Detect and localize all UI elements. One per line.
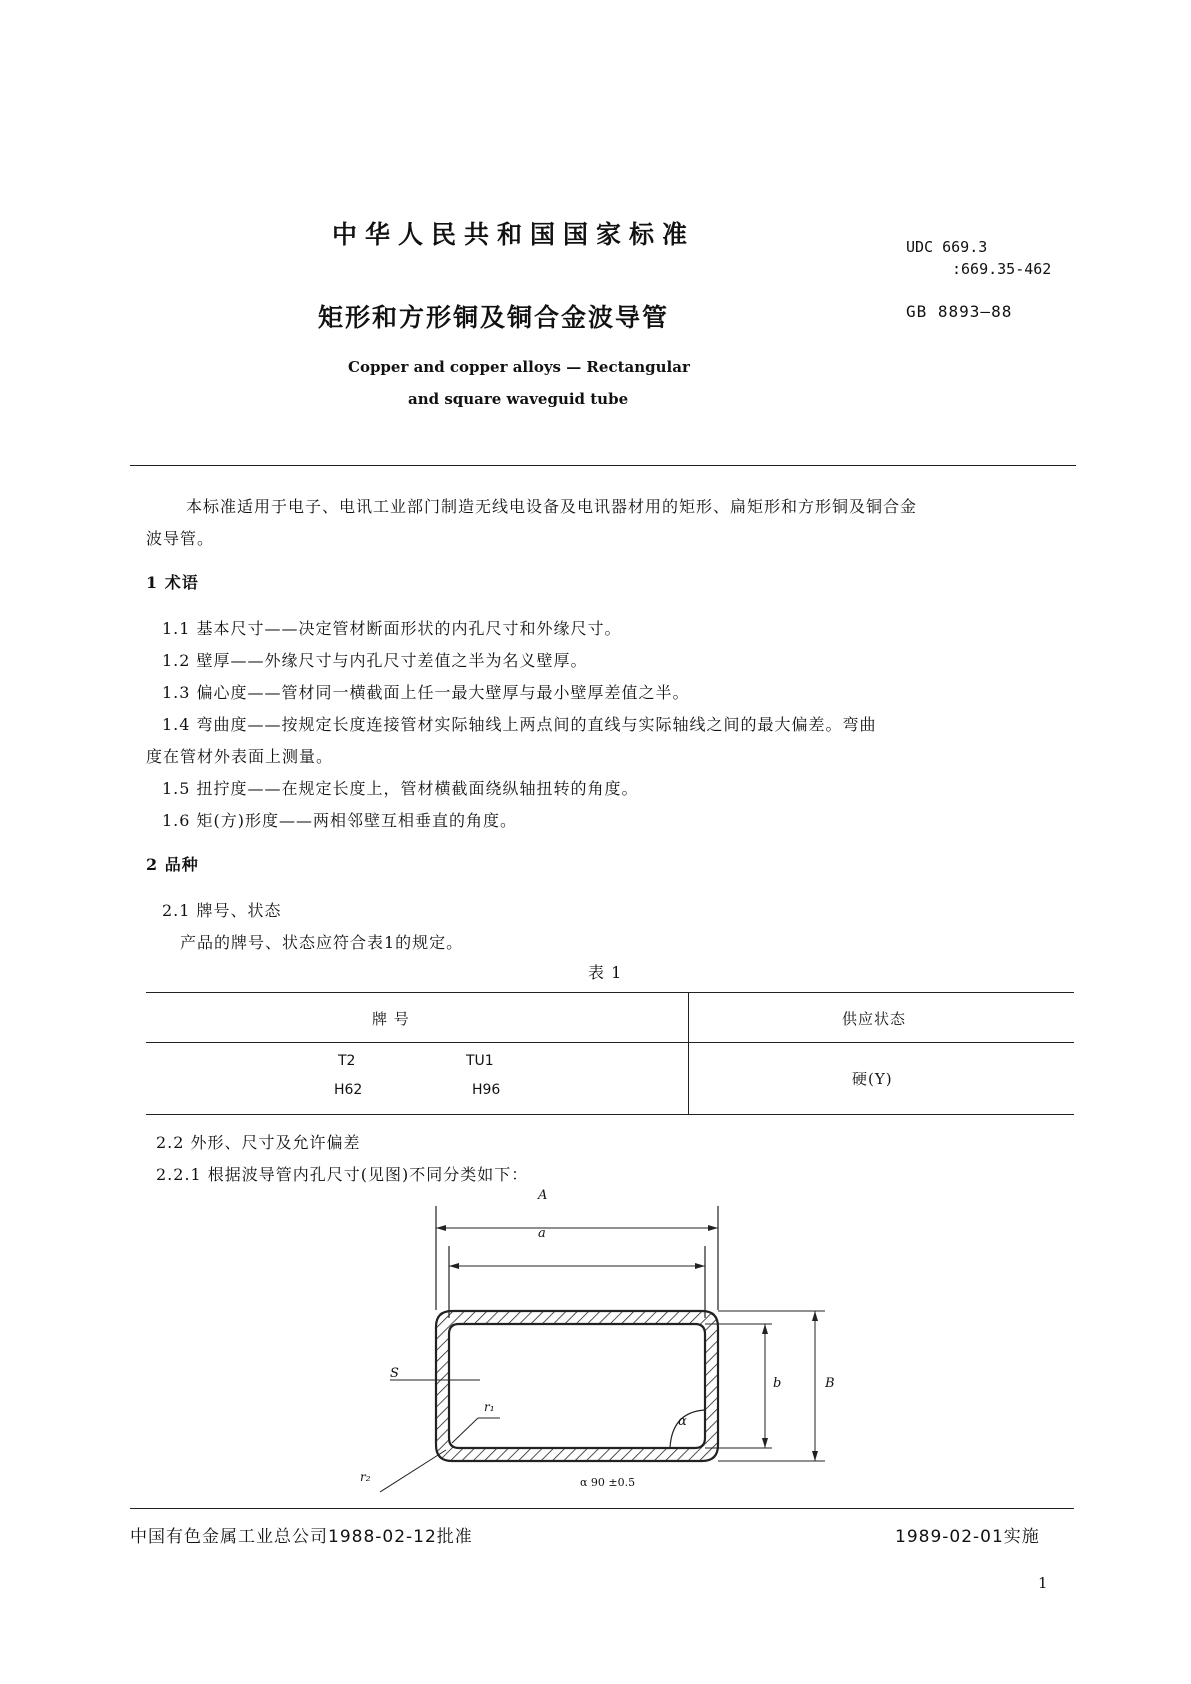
section-2-2: 2.2 外形、尺寸及允许偏差 [156,1133,361,1152]
standard-org-title: 中华人民共和国国家标准 [332,220,696,249]
supply-state-cell: 硬(Y) [852,1070,893,1088]
arrowhead [812,1451,818,1461]
grade-cell: TU1 [466,1053,494,1069]
angle-arc [670,1410,705,1448]
header-divider [130,465,1076,466]
document-title: 矩形和方形铜及铜合金波导管 [318,303,670,332]
section-2-1-text: 产品的牌号、状态应符合表1的规定。 [180,933,464,952]
figure-label-S: S [390,1366,399,1381]
intro-line2: 波导管。 [146,529,215,548]
gb-number: GB 8893—88 [906,302,1013,321]
term-1-5: 1.5 扭拧度——在规定长度上，管材横截面绕纵轴扭转的角度。 [162,779,639,798]
term-1-6: 1.6 矩(方)形度——两相邻壁互相垂直的角度。 [162,811,518,830]
english-title-line2: and square waveguid tube [408,390,629,408]
arrowhead [762,1438,768,1448]
inner-radius-leader [452,1418,478,1443]
figure-label-alpha: α [678,1414,687,1429]
table-header-rule [146,1042,1074,1043]
intro-line1: 本标准适用于电子、电讯工业部门制造无线电设备及电讯器材用的矩形、扁矩形和方形铜及铜合金 [186,497,918,516]
approval-statement: 中国有色金属工业总公司1988-02-12批准 [130,1527,473,1547]
footer-divider [130,1508,1074,1509]
section1-heading: 1 术语 [146,573,199,592]
tube-wall-outline [436,1311,718,1461]
section-2-1: 2.1 牌号、状态 [162,901,282,920]
figure-caption: α 90 ±0.5 [580,1476,636,1489]
table-column-divider [688,992,689,1114]
section-2-2-1: 2.2.1 根据波导管内孔尺寸(见图)不同分类如下： [156,1165,529,1184]
table-bottom-rule [146,1114,1074,1115]
page-number: 1 [1038,1574,1048,1592]
figure-label-r1: r₁ [484,1400,495,1414]
grade-cell: H96 [472,1082,501,1098]
arrowhead [449,1263,459,1269]
table-caption: 表 1 [588,963,623,982]
arrowhead [436,1225,446,1231]
arrowhead [762,1324,768,1334]
waveguide-cross-section-figure [360,1200,840,1500]
figure-label-A: A [538,1188,548,1203]
term-1-1: 1.1 基本尺寸——决定管材断面形状的内孔尺寸和外缘尺寸。 [162,619,622,638]
arrowhead [695,1263,705,1269]
table-header-grade: 牌 号 [372,1010,410,1028]
effective-date: 1989-02-01实施 [895,1527,1040,1547]
arrowhead [812,1311,818,1321]
english-title-line1: Copper and copper alloys — Rectangular [348,358,690,376]
figure-label-r2: r₂ [360,1470,371,1484]
grade-cell: T2 [338,1053,356,1069]
table-header-state: 供应状态 [842,1010,907,1028]
udc-code: UDC 669.3 [906,238,988,256]
section2-heading: 2 品种 [146,855,199,874]
figure-label-b: b [773,1376,782,1391]
term-1-4-cont: 度在管材外表面上测量。 [146,747,334,766]
term-1-3: 1.3 偏心度——管材同一横截面上任一最大壁厚与最小壁厚差值之半。 [162,683,690,702]
figure-label-B: B [825,1376,835,1391]
table-top-rule [146,992,1074,993]
outer-radius-leader [380,1450,446,1492]
term-1-2: 1.2 壁厚——外缘尺寸与内孔尺寸差值之半为名义壁厚。 [162,651,588,670]
arrowhead [708,1225,718,1231]
udc-code-sub: :669.35-462 [952,260,1052,278]
grade-cell: H62 [334,1082,363,1098]
figure-label-a: a [538,1226,546,1241]
term-1-4: 1.4 弯曲度——按规定长度连接管材实际轴线上两点间的直线与实际轴线之间的最大偏差。弯曲 [162,715,877,734]
